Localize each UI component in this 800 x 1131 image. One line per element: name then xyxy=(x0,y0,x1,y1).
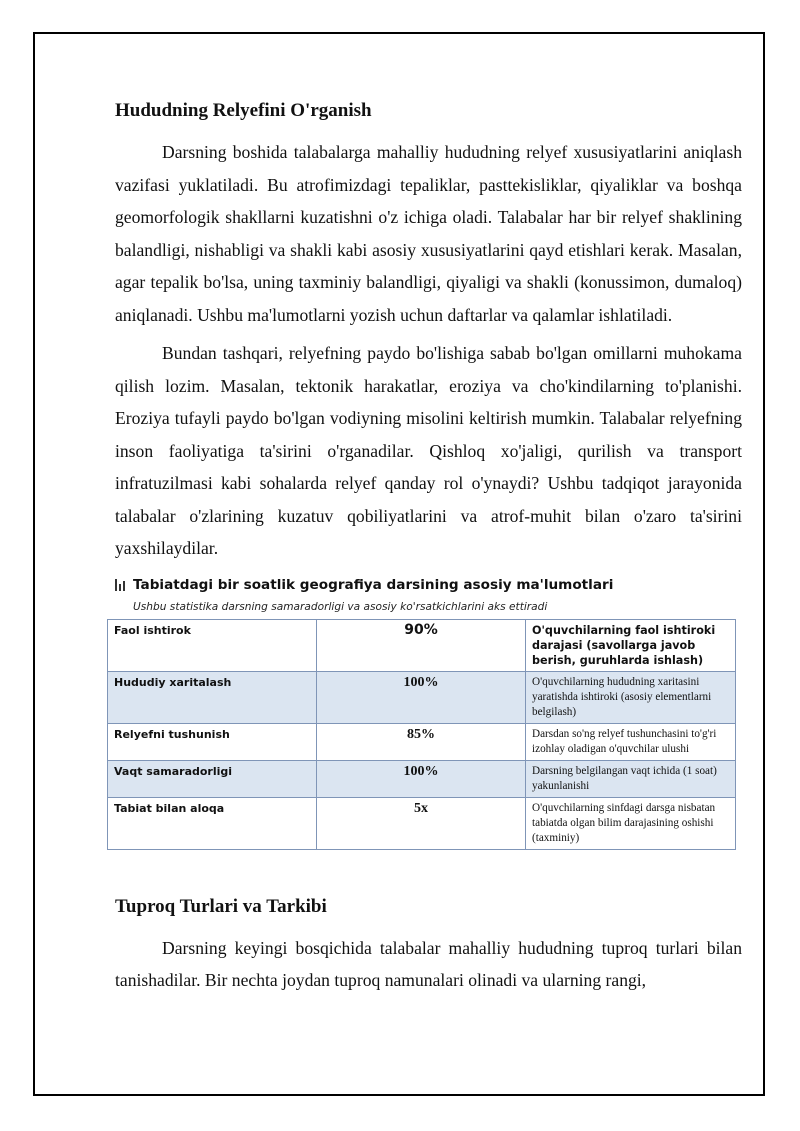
table-row xyxy=(108,671,736,723)
paragraph: Bundan tashqari, relyefning paydo bo'lishiga sabab bo'lgan omillarni muhokama qilish lozim. Masalan, tektonik harakatlar, eroziya va cho'kindilarning to'planishi. Eroziya tufayli paydo bo'lgan vodiyning misolini keltirish mumkin. Talabalar relyefning inson faoliyatiga ta'sirini o'rganadilar. Qishloq xo'jaligi, qurilish va transport infratuzilmasi kabi sohalarda relyef qanday rol o'ynaydi? Ushbu tadqiqot jarayonida talabalar o'zlarining kuzatuv qobiliyatlarini va atrof-muhit bilan o'zaro ta'sirini yaxshilaydilar. xyxy=(115,343,742,558)
row-description: O'quvchilarning hududning xaritasini yaratishda ishtiroki (asosiy elementlarni belgilash) xyxy=(526,671,736,723)
row-value: 100% xyxy=(317,671,526,723)
section-heading-soil: Tuproq Turlari va Tarkibi xyxy=(115,895,327,917)
table-row xyxy=(108,760,736,797)
table-row xyxy=(108,723,736,760)
paragraph: Darsning keyingi bosqichida talabalar mahalliy hududning tuproq turlari bilan tanishadilar. Bir nechta joydan tuproq namunalari olinadi va ularning rangi, xyxy=(115,937,742,990)
row-description: Darsning belgilangan vaqt ichida (1 soat) yakunlanishi xyxy=(526,760,736,797)
paragraph: Darsning boshida talabalarga mahalliy hududning relyef xususiyatlarini aniqlash vazifasi yuklatiladi. Bu atrofimizdagi tepaliklar, pasttekisliklar, qiyaliklar va boshqa geomorfologik shakllarni kuzatishni o'z ichiga oladi. Talabalar har bir relyef shaklining balandligi, nishabligi va shakli kabi asosiy xususiyatlarini qayd etishlari kerak. Masalan, agar tepalik bo'lsa, uning taxminiy balandligi, qiyaligi va shakli (konussimon, dumaloq) aniqlanadi. Ushbu ma'lumotlarni yozish uchun daftarlar va qalamlar ishlatiladi. xyxy=(115,142,742,325)
table-subtitle: Ushbu statistika darsning samaradorligi va asosiy ko'rsatkichlarini aks ettiradi xyxy=(133,600,548,613)
table-caption xyxy=(115,577,742,593)
row-label: Tabiat bilan aloqa xyxy=(108,797,317,849)
row-value: 100% xyxy=(317,760,526,797)
statistics-table xyxy=(107,619,736,850)
section-heading-relief: Hududning Relyefini O'rganish xyxy=(115,100,372,121)
row-label: Relyefni tushunish xyxy=(108,723,317,760)
row-value: 5x xyxy=(317,797,526,849)
row-value: 85% xyxy=(317,723,526,760)
row-label: Faol ishtirok xyxy=(108,619,317,671)
row-description: O'quvchilarning faol ishtiroki darajasi (savollarga javob berish, guruhlarda ishlash) xyxy=(526,619,736,671)
document-content xyxy=(115,98,742,1003)
row-value: 90% xyxy=(317,619,526,671)
table-title: Tabiatdagi bir soatlik geografiya darsining asosiy ma'lumotlari xyxy=(133,576,614,593)
row-label: Vaqt samaradorligi xyxy=(108,760,317,797)
row-description: Darsdan so'ng relyef tushunchasini to'g'ri izohlay oladigan o'quvchilar ulushi xyxy=(526,723,736,760)
row-description: O'quvchilarning sinfdagi darsga nisbatan tabiatda olgan bilim darajasining oshishi (taxminiy) xyxy=(526,797,736,849)
row-label: Hududiy xaritalash xyxy=(108,671,317,723)
table-row xyxy=(108,797,736,849)
bar-chart-icon xyxy=(115,579,127,591)
table-row xyxy=(108,619,736,671)
